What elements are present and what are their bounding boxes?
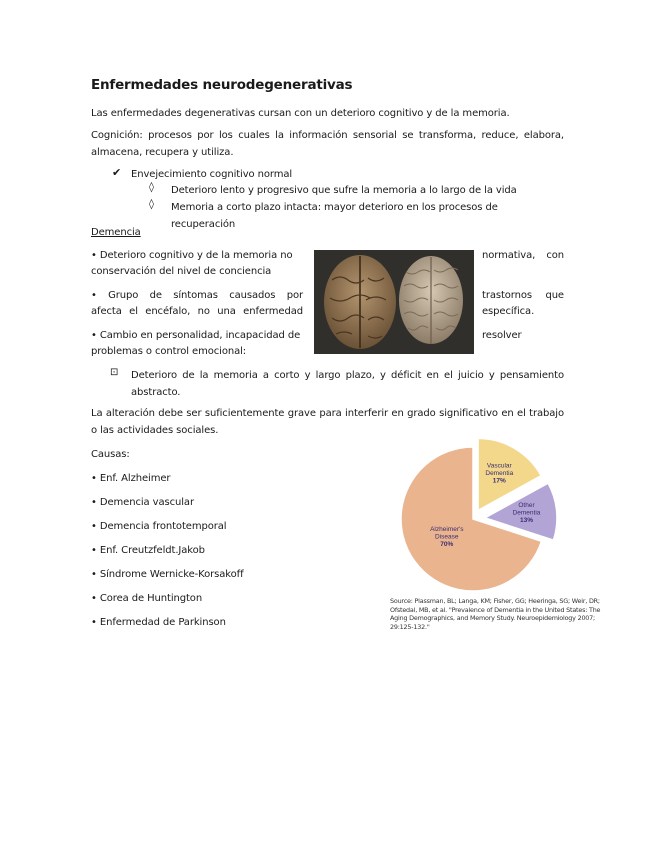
demencia-bullet-1-line2: conservación del nivel de conciencia xyxy=(91,266,272,277)
causas-heading: Causas: xyxy=(91,449,130,460)
causa-item-huntington: • Corea de Huntington xyxy=(91,593,203,604)
diamond-bullet-icon: ◊ xyxy=(149,199,154,210)
pie-label: Dementia xyxy=(512,509,541,517)
demencia-bullet-2-right2: específica. xyxy=(482,306,535,317)
page-title: Enfermedades neurodegenerativas xyxy=(91,77,353,93)
pie-label: Dementia xyxy=(485,469,514,477)
pie-chart-svg xyxy=(383,435,573,595)
causa-item-wernicke: • Síndrome Wernicke-Korsakoff xyxy=(91,569,244,580)
chart-source-caption: Source: Plassman, BL; Langa, KM; Fisher, GG; Heeringa, SG; Weir, DR; Ofstedal, MB, et al. "Prevalence of Dementia in the United States: The Aging Demographics, and Memory Study. Neuroepidemiology 2007; 29:125-132." xyxy=(390,597,601,631)
pie-label: Disease xyxy=(435,533,459,541)
causa-item-creutzfeldt: • Enf. Creutzfeldt.Jakob xyxy=(91,545,205,556)
aging-label: Envejecimiento cognitivo normal xyxy=(131,169,293,180)
demencia-bullet-1-right: normativa, con xyxy=(482,250,564,261)
demencia-bullet-2-right: trastornos que xyxy=(482,290,564,301)
causa-item-frontotemporal: • Demencia frontotemporal xyxy=(91,521,227,532)
causa-item-alzheimer: • Enf. Alzheimer xyxy=(91,473,171,484)
pie-label: Alzheimer's xyxy=(430,526,464,533)
demencia-bullet-2: • Grupo de síntomas causados por xyxy=(91,290,303,301)
grave-paragraph: La alteración debe ser suficientemente grave para interferir en grado significativo en el trabajo o las actividades sociales. xyxy=(91,408,564,436)
pie-label: 17% xyxy=(492,477,506,485)
pie-label: 70% xyxy=(440,541,454,548)
pie-label: 13% xyxy=(519,516,534,524)
demencia-bullet-3-right: resolver xyxy=(482,330,522,341)
demencia-bullet-1: • Deterioro cognitivo y de la memoria no xyxy=(91,250,293,261)
demencia-sub-item: Deterioro de la memoria a corto y largo plazo, y déficit en el juicio y pensamiento abstracto. xyxy=(131,370,564,398)
causa-item-parkinson: • Enfermedad de Parkinson xyxy=(91,617,226,628)
diamond-bullet-icon: ◊ xyxy=(149,182,154,193)
aging-item-1: Deterioro lento y progresivo que sufre la memoria a lo largo de la vida xyxy=(171,185,517,196)
aging-item-2: Memoria a corto plazo intacta: mayor deterioro en los procesos de recuperación xyxy=(171,202,498,230)
demencia-heading: Demencia xyxy=(91,227,141,238)
intro-paragraph: Las enfermedades degenerativas cursan con un deterioro cognitivo y de la memoria. xyxy=(91,108,510,119)
demencia-bullet-3-line2: problemas o control emocional: xyxy=(91,346,247,357)
checkmark-icon: ✔ xyxy=(112,166,122,179)
causa-item-vascular: • Demencia vascular xyxy=(91,497,194,508)
demencia-bullet-3: • Cambio en personalidad, incapacidad de xyxy=(91,330,301,341)
pie-label: Other xyxy=(518,501,535,509)
demencia-bullet-2-line2: afecta el encéfalo, no una enfermedad xyxy=(91,306,303,317)
brain-illustration xyxy=(314,250,474,354)
cognicion-paragraph: Cognición: procesos por los cuales la información sensorial se transforma, reduce, elabora, almacena, recupera y utiliza. xyxy=(91,130,564,158)
brain-comparison-photo xyxy=(314,250,474,354)
square-bullet-icon: ⊡ xyxy=(110,367,119,378)
pie-label: Vascular xyxy=(486,462,512,470)
dementia-pie-chart xyxy=(383,435,573,595)
